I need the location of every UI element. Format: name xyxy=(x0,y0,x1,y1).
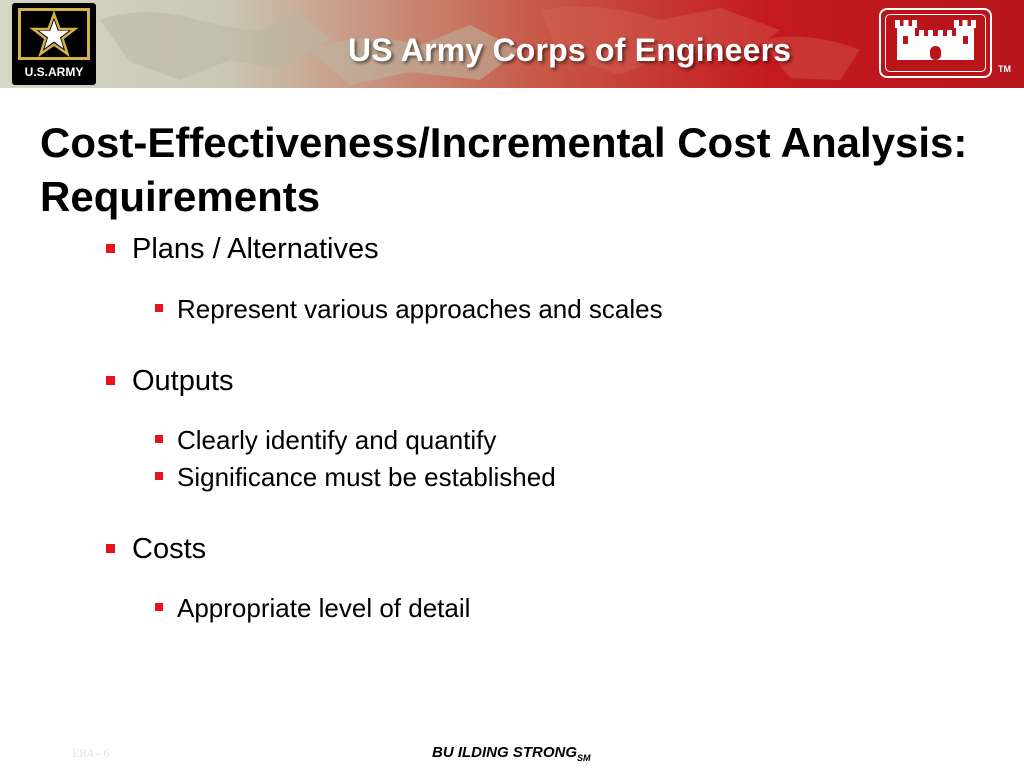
bullet-outputs xyxy=(132,364,234,398)
sub-bullet-label: Represent various approaches and scales xyxy=(177,294,663,324)
org-title: US Army Corps of Engineers xyxy=(348,32,792,68)
bullet-label: Costs xyxy=(132,533,207,565)
sub-bullet xyxy=(177,293,663,325)
bullet-square-icon xyxy=(155,304,163,312)
army-star-icon xyxy=(18,8,90,60)
trademark-mark: TM xyxy=(998,64,1011,74)
sub-bullet-label: Clearly identify and quantify xyxy=(177,425,497,455)
bullet-square-icon xyxy=(155,435,163,443)
sub-bullet xyxy=(177,424,496,456)
service-mark: SM xyxy=(577,753,591,763)
sub-bullet xyxy=(177,592,470,624)
bullet-square-icon xyxy=(106,544,115,553)
slide-number: ER4 - 6 xyxy=(72,746,110,760)
bullet-square-icon xyxy=(155,472,163,480)
bullet-plans xyxy=(132,232,379,266)
slide-title: Cost-Effectiveness/Incremental Cost Analysis: Requirements xyxy=(40,119,968,220)
bullet-square-icon xyxy=(155,603,163,611)
building-strong-brand xyxy=(432,744,591,761)
sub-bullet-label: Appropriate level of detail xyxy=(177,593,471,623)
army-wordmark: U.S.ARMY xyxy=(24,65,84,79)
castle-icon xyxy=(879,8,992,78)
castle-logo xyxy=(879,8,992,78)
bullet-square-icon xyxy=(106,244,115,253)
sub-bullet-label: Significance must be established xyxy=(177,462,556,492)
header-banner xyxy=(0,0,1024,88)
bullet-square-icon xyxy=(106,376,115,385)
sub-bullet xyxy=(177,461,556,493)
bullet-costs xyxy=(132,532,206,566)
bullet-label: Plans / Alternatives xyxy=(132,233,379,265)
brand-text: BU ILDING STRONG xyxy=(432,744,577,761)
us-army-logo xyxy=(12,3,96,85)
bullet-label: Outputs xyxy=(132,365,234,397)
